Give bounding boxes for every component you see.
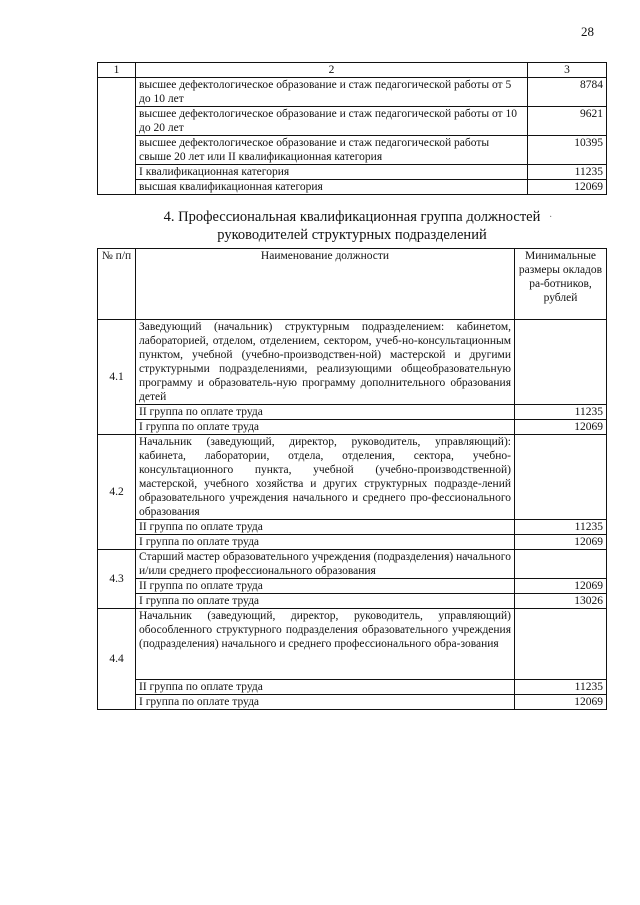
section-title	[97, 208, 607, 244]
table-row	[98, 680, 607, 695]
empty-cell	[515, 435, 607, 520]
group-description-row	[98, 435, 607, 520]
pay-group-label: I группа по оплате труда	[136, 695, 515, 710]
empty-cell	[98, 78, 136, 195]
row-value: 11235	[528, 165, 607, 180]
main-table	[97, 248, 607, 710]
header-value: Минимальные размеры окладов ра-ботников, рублей	[515, 249, 607, 320]
pay-group-label: II группа по оплате труда	[136, 520, 515, 535]
group-number: 4.3	[98, 550, 136, 609]
pay-group-label: II группа по оплате труда	[136, 680, 515, 695]
table-row	[98, 535, 607, 550]
table-row	[98, 420, 607, 435]
header-col-1: 1	[98, 63, 136, 78]
row-value: 10395	[528, 136, 607, 165]
row-text: высшее дефектологическое образование и стаж педагогической работы от 5 до 10 лет	[136, 78, 528, 107]
header-col-3: 3	[528, 63, 607, 78]
group-description: Заведующий (начальник) структурным подразделением: кабинетом, лабораторией, отделом, отделением, сектором, учеб-но-консультационным пунктом, учебной (учебно-производствен-ной) мастерской и другими структурными подразделениями, реализующими общеобразовательную программу и образователь-ную программу дополнительного образования детей	[136, 320, 515, 405]
group-number: 4.4	[98, 609, 136, 710]
group-description-row	[98, 320, 607, 405]
row-value: 9621	[528, 107, 607, 136]
pay-group-value: 12069	[515, 420, 607, 435]
table-row	[98, 107, 607, 136]
pay-group-value: 13026	[515, 594, 607, 609]
pay-group-value: 11235	[515, 680, 607, 695]
table-row	[98, 695, 607, 710]
pay-group-value: 11235	[515, 520, 607, 535]
pay-group-label: II группа по оплате труда	[136, 405, 515, 420]
table-row	[98, 180, 607, 195]
header-col-2: 2	[136, 63, 528, 78]
table-row	[98, 594, 607, 609]
group-description: Начальник (заведующий, директор, руководитель, управляющий) обособленного структурного подразделения образовательного учреждения (подразделения) начального и среднего профессионального обра-зования	[136, 609, 515, 680]
pay-group-label: I группа по оплате труда	[136, 420, 515, 435]
header-num: № п/п	[98, 249, 136, 320]
table-row	[98, 579, 607, 594]
group-description-row	[98, 609, 607, 680]
empty-cell	[515, 320, 607, 405]
top-table-header	[98, 63, 607, 78]
empty-cell	[515, 550, 607, 579]
group-number: 4.1	[98, 320, 136, 435]
pay-group-value: 12069	[515, 535, 607, 550]
main-table-header	[98, 249, 607, 320]
pay-group-value: 12069	[515, 695, 607, 710]
table-row	[98, 405, 607, 420]
row-value: 8784	[528, 78, 607, 107]
scan-mark-icon: ·	[549, 212, 553, 223]
top-table	[97, 62, 607, 195]
group-description-row	[98, 550, 607, 579]
page-number: 28	[581, 24, 594, 39]
table-row	[98, 165, 607, 180]
row-text: высшее дефектологическое образование и стаж педагогической работы свыше 20 лет или II квалификационная категория	[136, 136, 528, 165]
pay-group-label: II группа по оплате труда	[136, 579, 515, 594]
section-title-line-1: 4. Профессиональная квалификационная группа должностей	[163, 209, 541, 225]
section-title-line-2: руководителей структурных подразделений	[217, 227, 487, 243]
row-value: 12069	[528, 180, 607, 195]
table-row	[98, 78, 607, 107]
row-text: высшая квалификационная категория	[136, 180, 528, 195]
table-row	[98, 136, 607, 165]
group-description: Начальник (заведующий, директор, руководитель, управляющий): кабинета, лаборатории, отдела, отделения, сектора, учебно-консультационного пункта, учебной (учебно-производственной) мастерской, учебного хозяйства и других структурных подразде-лений образовательного учреждения начального и среднего про-фессионального образования	[136, 435, 515, 520]
empty-cell	[515, 609, 607, 680]
pay-group-label: I группа по оплате труда	[136, 535, 515, 550]
pay-group-value: 12069	[515, 579, 607, 594]
table-row	[98, 520, 607, 535]
group-number: 4.2	[98, 435, 136, 550]
header-name: Наименование должности	[136, 249, 515, 320]
pay-group-label: I группа по оплате труда	[136, 594, 515, 609]
row-text: I квалификационная категория	[136, 165, 528, 180]
group-description: Старший мастер образовательного учреждения (подразделения) начального и/или среднего профессионального образования	[136, 550, 515, 579]
row-text: высшее дефектологическое образование и стаж педагогической работы от 10 до 20 лет	[136, 107, 528, 136]
pay-group-value: 11235	[515, 405, 607, 420]
